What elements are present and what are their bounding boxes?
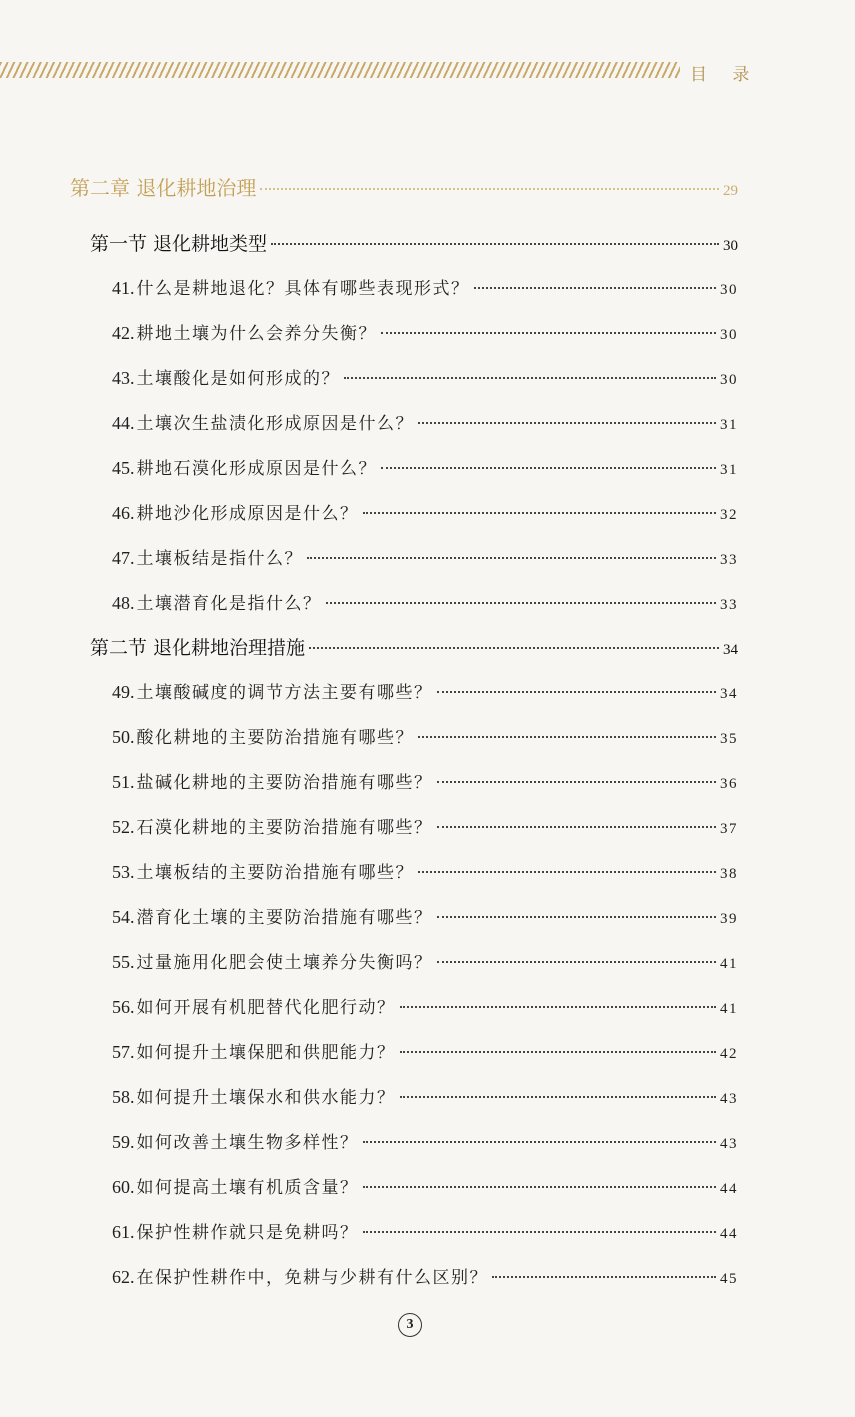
entry-number: 62. <box>112 1267 135 1287</box>
leader-dots <box>400 1096 717 1098</box>
entry-page: 41 <box>720 956 738 972</box>
entry-page: 44 <box>720 1226 738 1242</box>
entry-number: 59. <box>112 1132 135 1152</box>
leader-dots <box>309 647 719 649</box>
toc-section[interactable] <box>90 633 738 660</box>
entry-page: 31 <box>720 417 738 433</box>
leader-dots <box>271 243 719 245</box>
entry-number: 53. <box>112 862 135 882</box>
entry-number: 43. <box>112 368 135 388</box>
entry-title: 如何提高土壤有机质含量？ <box>136 1178 359 1198</box>
entry-title: 土壤潜育化是指什么？ <box>136 594 322 614</box>
entry-page: 43 <box>720 1136 738 1152</box>
entry-title: 潜育化土壤的主要防治措施有哪些？ <box>136 908 433 928</box>
section-label: 第一节 退化耕地类型 <box>90 233 268 255</box>
entry-title: 耕地沙化形成原因是什么？ <box>136 504 359 524</box>
leader-dots <box>326 602 717 604</box>
entry-page: 32 <box>720 507 738 523</box>
entry-number: 56. <box>112 997 135 1017</box>
page-number: 3 <box>398 1313 422 1337</box>
entry-page: 41 <box>720 1001 738 1017</box>
toc-entry[interactable] <box>112 768 738 793</box>
entry-title: 如何提升土壤保肥和供肥能力？ <box>136 1043 396 1063</box>
chapter-page: 29 <box>723 183 738 199</box>
entry-page: 44 <box>720 1181 738 1197</box>
entry-page: 43 <box>720 1091 738 1107</box>
leader-dots <box>363 512 717 514</box>
entry-page: 39 <box>720 911 738 927</box>
entry-title: 耕地土壤为什么会养分失衡？ <box>136 324 377 344</box>
entry-title: 酸化耕地的主要防治措施有哪些？ <box>136 728 414 748</box>
leader-dots <box>307 557 716 559</box>
leader-dots <box>492 1276 716 1278</box>
leader-dots <box>363 1186 717 1188</box>
entry-title: 耕地石漠化形成原因是什么？ <box>136 459 377 479</box>
entry-page: 30 <box>720 372 738 388</box>
leader-dots <box>381 467 716 469</box>
header-decoration <box>0 62 680 78</box>
entry-number: 41. <box>112 278 135 298</box>
leader-dots <box>381 332 716 334</box>
entry-number: 48. <box>112 593 135 613</box>
toc-entry[interactable] <box>112 454 738 479</box>
leader-dots <box>437 691 717 693</box>
entry-page: 33 <box>720 597 738 613</box>
toc-entry[interactable] <box>112 723 738 748</box>
toc-entry[interactable] <box>112 1128 738 1153</box>
section-page: 34 <box>723 642 738 658</box>
entry-page: 33 <box>720 552 738 568</box>
entry-page: 30 <box>720 282 738 298</box>
entry-title: 土壤酸碱度的调节方法主要有哪些？ <box>136 683 433 703</box>
entry-number: 52. <box>112 817 135 837</box>
entry-number: 51. <box>112 772 135 792</box>
toc-chapter[interactable] <box>70 172 738 201</box>
entry-number: 58. <box>112 1087 135 1107</box>
chapter-label: 第二章 退化耕地治理 <box>70 176 257 200</box>
toc-entry[interactable] <box>112 1173 738 1198</box>
entry-number: 54. <box>112 907 135 927</box>
toc-entry[interactable] <box>112 499 738 524</box>
toc-entry[interactable] <box>112 589 738 614</box>
leader-dots <box>344 377 716 379</box>
entry-page: 31 <box>720 462 738 478</box>
toc-entry[interactable] <box>112 1218 738 1243</box>
entry-title: 土壤板结的主要防治措施有哪些？ <box>136 863 414 883</box>
toc-entry[interactable] <box>112 544 738 569</box>
entry-title: 土壤酸化是如何形成的？ <box>136 369 340 389</box>
leader-dots <box>400 1006 717 1008</box>
toc-entry[interactable] <box>112 319 738 344</box>
toc-entry[interactable] <box>112 813 738 838</box>
entry-number: 50. <box>112 727 135 747</box>
entry-title: 石漠化耕地的主要防治措施有哪些？ <box>136 818 433 838</box>
entry-page: 37 <box>720 821 738 837</box>
entry-page: 36 <box>720 776 738 792</box>
entry-number: 61. <box>112 1222 135 1242</box>
entry-title: 如何提升土壤保水和供水能力？ <box>136 1088 396 1108</box>
entry-title: 如何开展有机肥替代化肥行动？ <box>136 998 396 1018</box>
leader-dots <box>437 961 717 963</box>
entry-number: 44. <box>112 413 135 433</box>
leader-dots <box>437 826 717 828</box>
entry-number: 55. <box>112 952 135 972</box>
entry-title: 盐碱化耕地的主要防治措施有哪些？ <box>136 773 433 793</box>
entry-page: 38 <box>720 866 738 882</box>
entry-title: 在保护性耕作中，免耕与少耕有什么区别？ <box>136 1268 488 1288</box>
toc-entry[interactable] <box>112 858 738 883</box>
leader-dots <box>418 871 716 873</box>
toc-entry[interactable] <box>112 903 738 928</box>
entry-page: 34 <box>720 686 738 702</box>
entry-number: 47. <box>112 548 135 568</box>
leader-dots <box>260 188 719 190</box>
toc-section[interactable] <box>90 229 738 256</box>
toc-entry[interactable] <box>112 1263 738 1288</box>
toc-entry[interactable] <box>112 409 738 434</box>
entry-number: 42. <box>112 323 135 343</box>
toc-entry[interactable] <box>112 1083 738 1108</box>
entry-page: 45 <box>720 1271 738 1287</box>
leader-dots <box>437 916 717 918</box>
entry-page: 42 <box>720 1046 738 1062</box>
entry-title: 土壤板结是指什么？ <box>136 549 303 569</box>
section-label: 第二节 退化耕地治理措施 <box>90 637 306 659</box>
entry-page: 30 <box>720 327 738 343</box>
toc-entry[interactable] <box>112 948 738 973</box>
toc-entry[interactable] <box>112 993 738 1018</box>
entry-title: 过量施用化肥会使土壤养分失衡吗？ <box>136 953 433 973</box>
leader-dots <box>474 287 717 289</box>
leader-dots <box>418 736 716 738</box>
entry-number: 49. <box>112 682 135 702</box>
entry-page: 35 <box>720 731 738 747</box>
header-title: 目 录 <box>690 65 760 85</box>
leader-dots <box>363 1141 717 1143</box>
leader-dots <box>418 422 716 424</box>
entry-title: 土壤次生盐渍化形成原因是什么？ <box>136 414 414 434</box>
entry-number: 60. <box>112 1177 135 1197</box>
leader-dots <box>400 1051 717 1053</box>
leader-dots <box>437 781 717 783</box>
leader-dots <box>363 1231 717 1233</box>
toc-entry[interactable] <box>112 678 738 703</box>
entry-number: 57. <box>112 1042 135 1062</box>
toc-entry[interactable] <box>112 364 738 389</box>
entry-number: 46. <box>112 503 135 523</box>
toc-entry[interactable] <box>112 274 738 299</box>
section-page: 30 <box>723 238 738 254</box>
entry-title: 如何改善土壤生物多样性？ <box>136 1133 359 1153</box>
toc-entry[interactable] <box>112 1038 738 1063</box>
entry-title: 什么是耕地退化？具体有哪些表现形式？ <box>136 279 470 299</box>
entry-number: 45. <box>112 458 135 478</box>
entry-title: 保护性耕作就只是免耕吗？ <box>136 1223 359 1243</box>
